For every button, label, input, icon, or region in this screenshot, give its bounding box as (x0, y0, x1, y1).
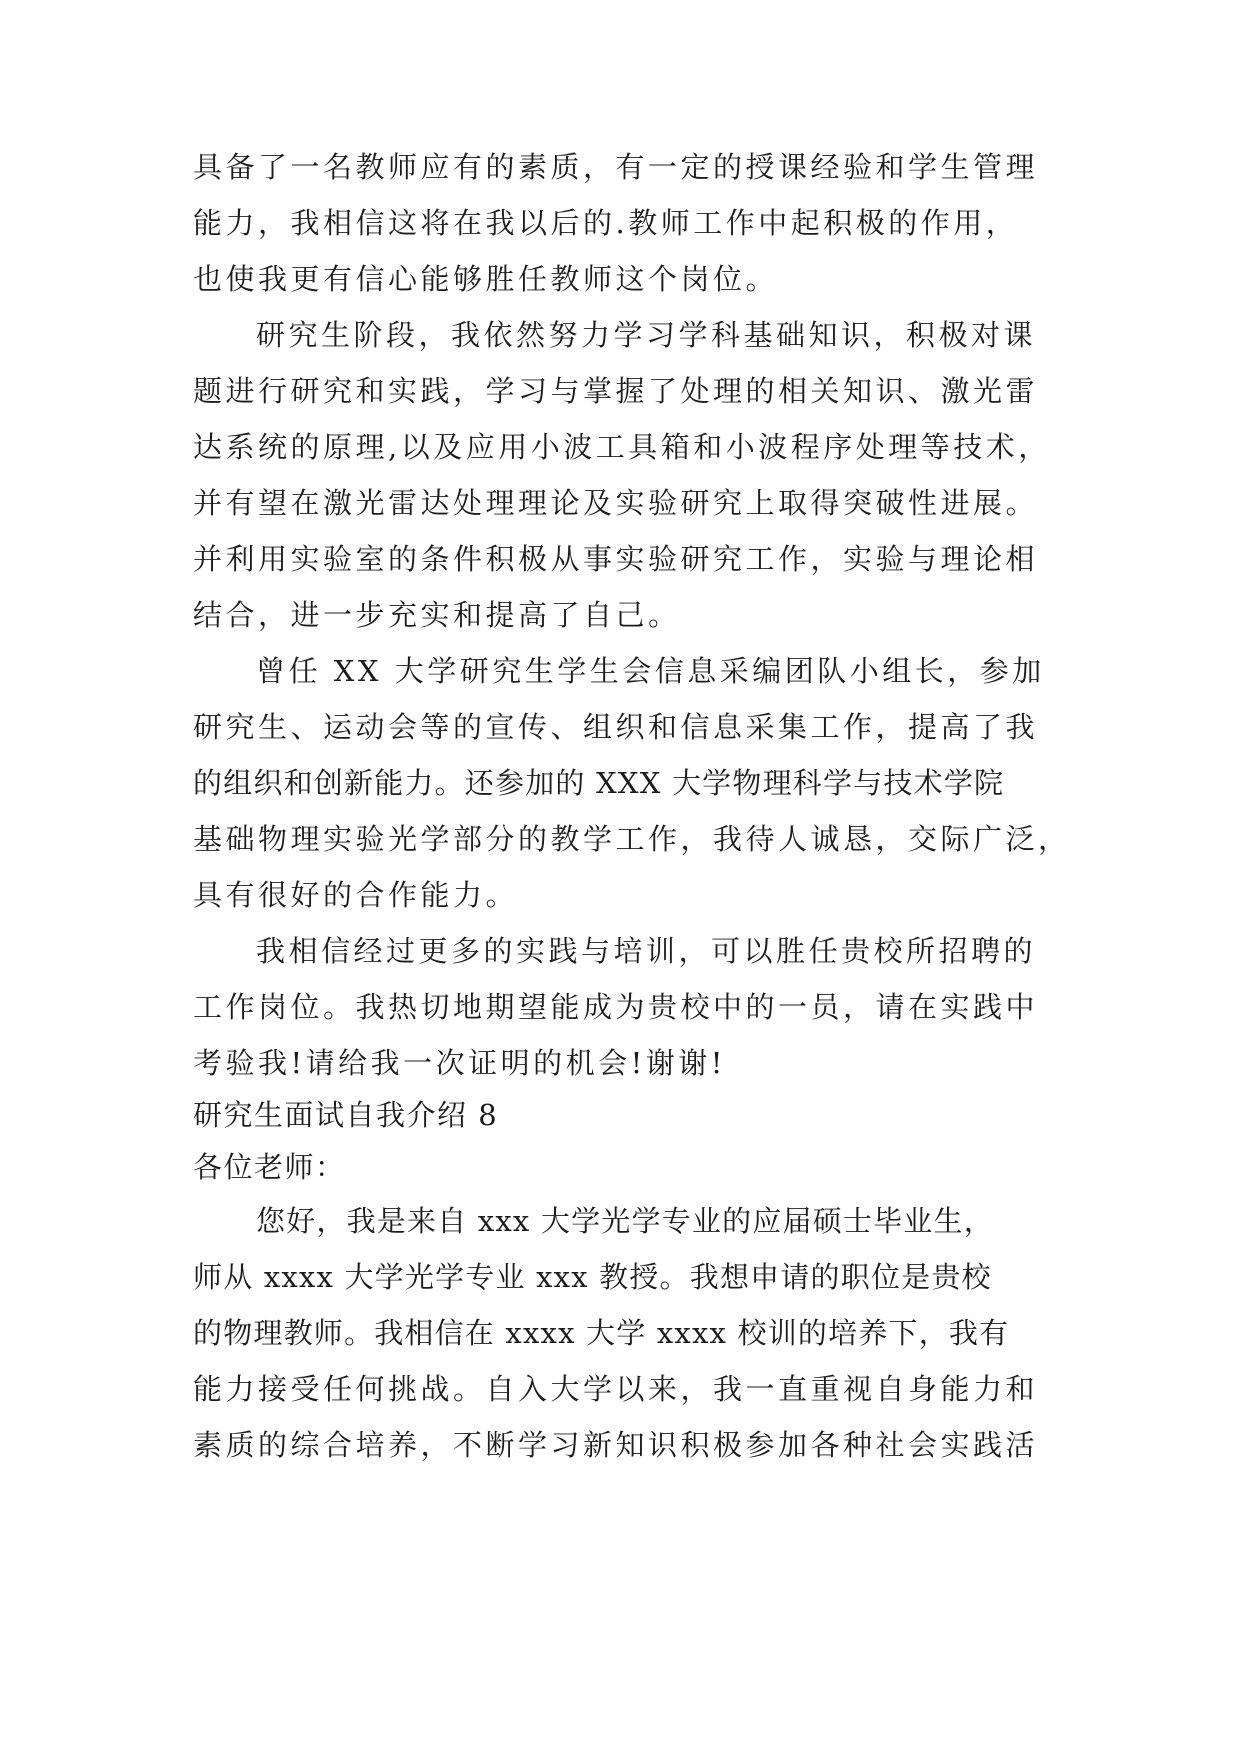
paragraph-first-line: 研究生阶段，我依然努力学习学科基础知识，积极对课 (256, 318, 1037, 352)
text-line: 考验我!请给我一次证明的机会!谢谢! (193, 1046, 726, 1080)
text-line: 并利用实验室的条件积极从事实验研究工作，实验与理论相 (193, 542, 1039, 576)
text-line: 工作岗位。我热切地期望能成为贵校中的一员，请在实践中 (193, 990, 1039, 1024)
paragraph-first-line: 曾任 XX 大学研究生学生会信息采编团队小组长，参加 (256, 654, 1045, 688)
paragraph-first-line: 您好，我是来自 xxx 大学光学专业的应届硕士毕业生， (256, 1204, 994, 1238)
salutation: 各位老师： (193, 1150, 346, 1184)
text-line: 能力，我相信这将在我以后的.教师工作中起积极的作用， (193, 206, 1019, 240)
text-line: 师从 xxxx 大学光学专业 xxx 教授。我想申请的职位是贵校 (193, 1260, 992, 1294)
text-line: 能力接受任何挑战。自入大学以来，我一直重视自身能力和 (193, 1372, 1039, 1406)
text-line: 也使我更有信心能够胜任教师这个岗位。 (193, 262, 779, 296)
section-heading: 研究生面试自我介绍 8 (193, 1098, 499, 1132)
text-line: 具有很好的合作能力。 (193, 878, 519, 912)
text-line: 的物理教师。我相信在 xxxx 大学 xxxx 校训的培养下，我有 (193, 1316, 1010, 1350)
text-line: 具备了一名教师应有的素质，有一定的授课经验和学生管理 (193, 150, 1039, 184)
paragraph-first-line: 我相信经过更多的实践与培训，可以胜任贵校所招聘的 (256, 934, 1037, 968)
text-line: 达系统的原理,以及应用小波工具箱和小波程序处理等技术， (193, 430, 1051, 464)
text-line: 的组织和创新能力。还参加的 XXX 大学物理科学与技术学院 (193, 766, 1005, 800)
text-line: 素质的综合培养，不断学习新知识积极参加各种社会实践活 (193, 1428, 1039, 1462)
text-line: 研究生、运动会等的宣传、组织和信息采集工作，提高了我 (193, 710, 1039, 744)
text-line: 结合，进一步充实和提高了自己。 (193, 598, 681, 632)
text-line: 并有望在激光雷达处理理论及实验研究上取得突破性进展。 (193, 486, 1039, 520)
text-line: 题进行研究和实践，学习与掌握了处理的相关知识、激光雷 (193, 374, 1039, 408)
text-line: 基础物理实验光学部分的教学工作，我待人诚恳，交际广泛， (193, 822, 1071, 856)
